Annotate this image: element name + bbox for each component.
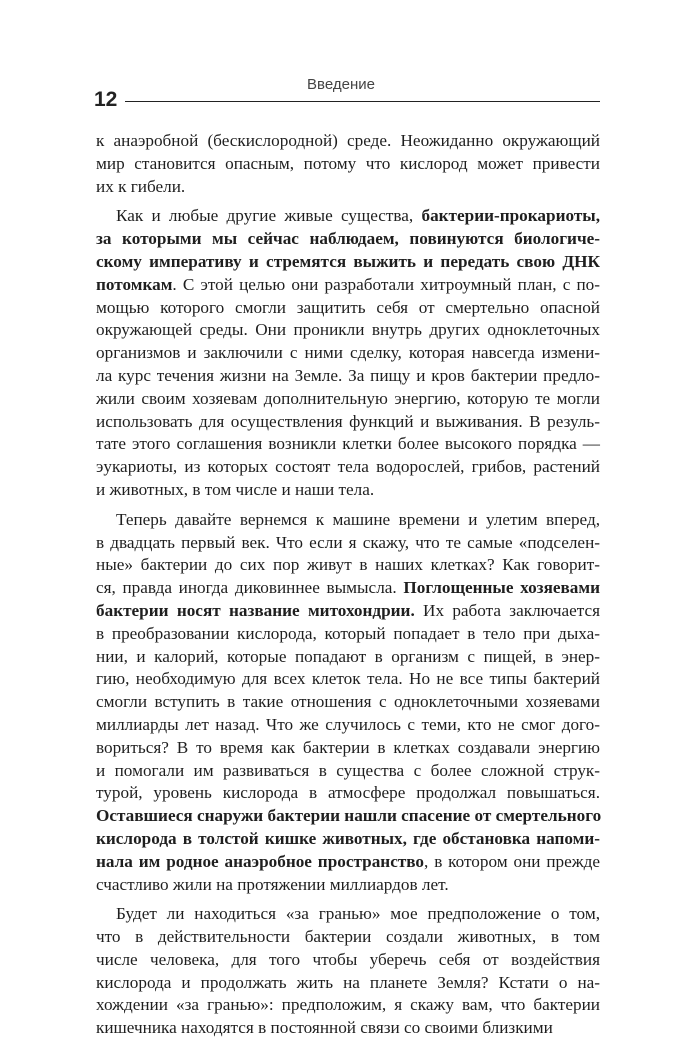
text-span: вориться? В то время как бактерии в клетках создавали энергию	[96, 737, 600, 757]
text-line	[96, 600, 600, 623]
text-line	[96, 153, 600, 176]
text-span: в преобразовании кислорода, который попадает в тело при дыха-	[96, 623, 600, 643]
bold-text: потомкам	[96, 274, 173, 294]
bold-text: кислорода в толстой кишке животных, где обстановка напоми-	[96, 828, 600, 848]
text-line	[96, 691, 600, 714]
text-span: тате этого соглашения возникли клетки более высокого порядка —	[96, 434, 600, 454]
text-line	[96, 646, 600, 669]
text-span: ся, правда иногда диковиннее вымысла.	[96, 578, 404, 598]
text-span: гию, необходимую для всех клеток тела. Но не все типы бактерий	[96, 669, 600, 689]
text-line	[96, 805, 600, 828]
text-span: , в котором они прежде	[424, 851, 600, 871]
text-line	[96, 994, 600, 1017]
text-line	[96, 297, 600, 320]
bold-text: скому императиву и стремятся выжить и передать свою ДНК	[96, 251, 600, 271]
text-span: что в действительности бактерии создали животных, в том	[96, 927, 600, 947]
text-line	[96, 274, 600, 297]
text-span: Их работа заключается	[414, 600, 600, 620]
text-line	[96, 926, 600, 949]
text-line	[96, 479, 600, 502]
text-line	[96, 828, 600, 851]
bold-text: нала им родное анаэробное пространство	[96, 851, 425, 871]
text-span: жили своим хозяевам дополнительную энергию, которую те могли	[96, 388, 600, 408]
bold-text: Поглощенные хозяевами	[403, 578, 600, 598]
text-line	[96, 760, 600, 783]
text-line	[96, 228, 600, 251]
text-span: Будет ли находиться «за гранью» мое предположение о том,	[116, 904, 600, 924]
bold-text: за которыми мы сейчас наблюдаем, повинуются биологиче-	[96, 229, 600, 249]
text-span: Как и любые другие живые существа,	[116, 206, 422, 226]
paragraph	[96, 130, 600, 198]
text-span: ла курс течения жизни на Земле. За пищу и кров бактерии предло-	[96, 365, 600, 385]
text-span: нии, и калорий, которые попадают в организм с пищей, в энер-	[96, 646, 600, 666]
text-span: мощью которого смогли защитить себя от смертельно опасной	[96, 297, 600, 317]
bold-text: бактерии-прокариоты,	[421, 206, 600, 226]
text-span: миллиарды лет назад. Что же случилось с теми, кто не смог дого-	[96, 714, 600, 734]
text-line	[96, 851, 600, 874]
text-span: использовать для осуществления функций и выживания. В резуль-	[96, 411, 600, 431]
bold-text: Оставшиеся снаружи бактерии нашли спасение от смертельного	[96, 806, 602, 826]
text-span: и помогали им развиваться в существа с более сложной струк-	[96, 760, 600, 780]
text-line	[96, 903, 600, 926]
body-text	[96, 130, 600, 1047]
text-span: организмов и заключили с ними сделку, которая навсегда измени-	[96, 343, 600, 363]
text-span: к анаэробной (бескислородной) среде. Неожиданно окружающий	[96, 131, 600, 150]
paragraph	[96, 903, 600, 1040]
text-span: смогли вступить в такие отношения с одноклеточными хозяевами	[96, 692, 600, 712]
text-line	[96, 365, 600, 388]
text-line	[96, 176, 600, 199]
text-line	[96, 949, 600, 972]
text-line	[96, 319, 600, 342]
text-line	[96, 251, 600, 274]
text-line	[96, 205, 600, 228]
text-span: кишечника находятся в постоянной связи со своими близкими	[96, 1018, 553, 1038]
text-span: . С этой целью они разработали хитроумный план, с по-	[172, 274, 600, 294]
text-span: окружающей среды. Они проникли внутрь других одноклеточных	[96, 320, 600, 340]
text-line	[96, 130, 600, 153]
text-line	[96, 532, 600, 555]
text-line	[96, 456, 600, 479]
text-line	[96, 577, 600, 600]
text-line	[96, 1017, 600, 1040]
text-span: их к гибели.	[96, 176, 186, 196]
text-span: числе человека, для того чтобы уберечь себя от воздействия	[96, 949, 600, 969]
text-span: мир становится опасным, потому что кислород может привести	[96, 153, 600, 173]
text-span: счастливо жили на протяжении миллиардов лет.	[96, 874, 449, 894]
text-line	[96, 737, 600, 760]
text-line	[96, 972, 600, 995]
text-span: и животных, в том числе и наши тела.	[96, 479, 375, 499]
text-line	[96, 874, 600, 897]
text-line	[96, 342, 600, 365]
text-span: ные» бактерии до сих пор живут в наших клетках? Как говорит-	[96, 555, 600, 575]
text-line	[96, 782, 600, 805]
text-span: в двадцать первый век. Что если я скажу, что те самые «подселен-	[96, 532, 600, 552]
text-line	[96, 623, 600, 646]
text-span: хождении «за гранью»: предположим, я скажу вам, что бактерии	[96, 995, 600, 1015]
text-line	[96, 388, 600, 411]
paragraph	[96, 205, 600, 501]
text-line	[96, 411, 600, 434]
text-span: турой, уровень кислорода в атмосфере продолжал повышаться.	[96, 783, 600, 803]
running-title: Введение	[307, 76, 375, 93]
text-line	[96, 714, 600, 737]
page-number: 12	[94, 88, 118, 111]
bold-text: бактерии носят название митохондрии.	[96, 600, 415, 620]
paragraph	[96, 509, 600, 897]
text-span: кислорода и продолжать жить на планете Земля? Кстати о на-	[96, 972, 600, 992]
text-line	[96, 554, 600, 577]
text-line	[96, 433, 600, 456]
header-rule	[125, 101, 600, 102]
text-line	[96, 668, 600, 691]
text-span: Теперь давайте вернемся к машине времени и улетим вперед,	[116, 509, 600, 529]
text-span: эукариоты, из которых состоят тела водорослей, грибов, растений	[96, 457, 600, 477]
text-line	[96, 509, 600, 532]
